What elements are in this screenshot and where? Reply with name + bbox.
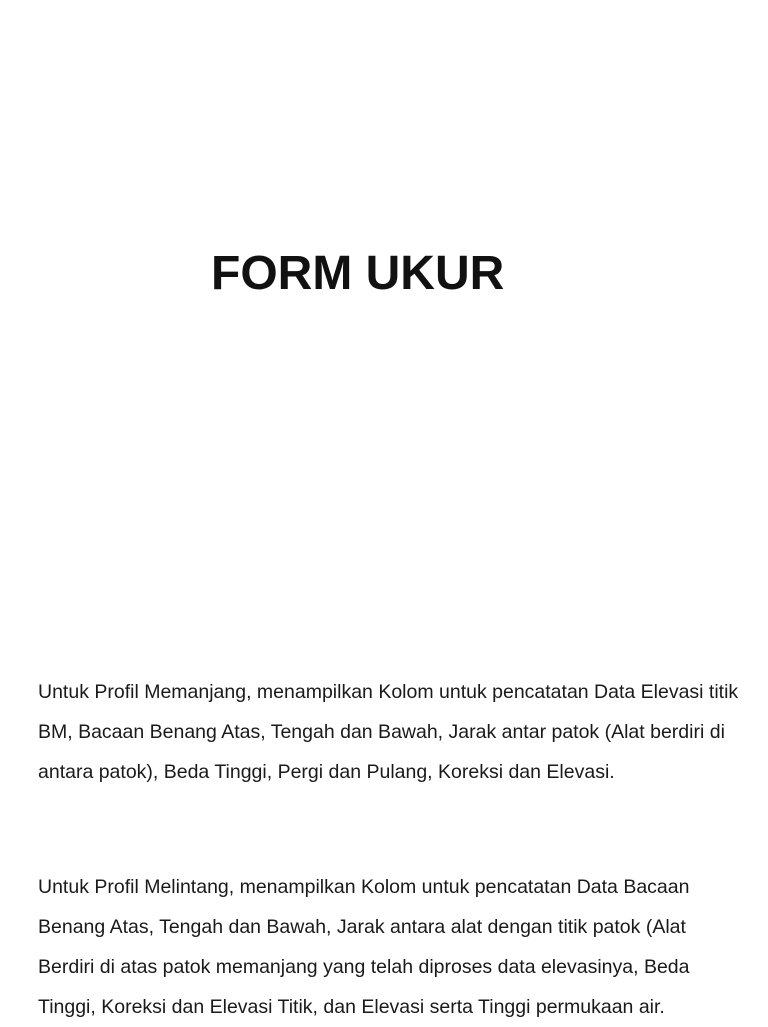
paragraph-profil-melintang: Untuk Profil Melintang, menampilkan Kolom untuk pencatatan Data Bacaan Benang Atas, Tengah dan Bawah, Jarak antara alat dengan titik patok (Alat Berdiri di atas patok memanjang yang telah diproses data elevasinya, Beda Tinggi, Koreksi dan Elevasi Titik, dan Elevasi serta Tinggi permukaan air. (38, 876, 690, 1018)
page-title: FORM UKUR (211, 247, 505, 300)
paragraph-profil-memanjang: Untuk Profil Memanjang, menampilkan Kolom untuk pencatatan Data Elevasi titik BM, Bacaan Benang Atas, Tengah dan Bawah, Jarak antar patok (Alat berdiri di antara patok), Beda Tinggi, Pergi dan Pulang, Koreksi dan Elevasi. (38, 681, 739, 783)
